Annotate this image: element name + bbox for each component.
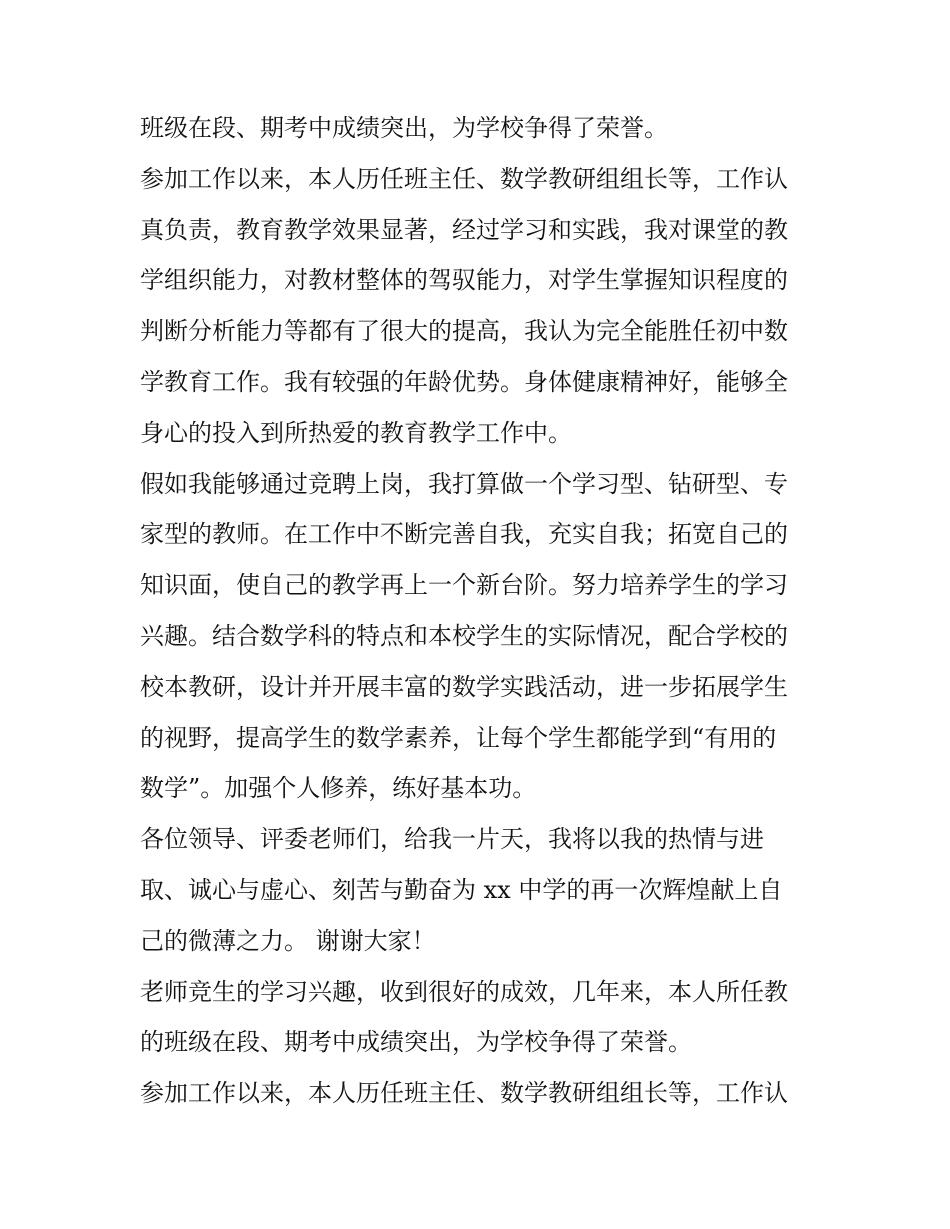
text-line: 校本教研，设计并开展丰富的数学实践活动，进一步拓展学生 xyxy=(140,672,788,701)
text-line: 身心的投入到所热爱的教育教学工作中。 xyxy=(140,418,572,447)
text-line: 兴趣。结合数学科的特点和本校学生的实际情况，配合学校的 xyxy=(140,621,788,650)
text-line: 学教育工作。我有较强的年龄优势。身体健康精神好，能够全 xyxy=(140,367,788,396)
text-line: 各位领导、评委老师们，给我一片天，我将以我的热情与进 xyxy=(140,825,764,854)
text-line: 参加工作以来，本人历任班主任、数学教研组组长等，工作认 xyxy=(140,164,788,193)
text-line: 知识面，使自己的教学再上一个新台阶。努力培养学生的学习 xyxy=(140,571,788,600)
text-line: 老师竞生的学习兴趣，收到很好的成效，几年来，本人所任教 xyxy=(140,977,788,1006)
text-line: 己的微薄之力。 谢谢大家！ xyxy=(140,926,436,955)
text-line: 学组织能力，对教材整体的驾驭能力，对学生掌握知识程度的 xyxy=(140,266,788,295)
text-line: 家型的教师。在工作中不断完善自我，充实自我；拓宽自己的 xyxy=(140,520,788,549)
text-line: 取、诚心与虚心、刻苦与勤奋为 xx 中学的再一次辉煌献上自 xyxy=(140,875,783,904)
text-line: 班级在段、期考中成绩突出，为学校争得了荣誉。 xyxy=(140,114,668,142)
text-line: 真负责，教育教学效果显著，经过学习和实践，我对课堂的教 xyxy=(140,215,788,244)
text-line: 的视野，提高学生的数学素养，让每个学生都能学到“有用的 xyxy=(140,723,777,752)
text-line: 假如我能够通过竞聘上岗，我打算做一个学习型、钻研型、专 xyxy=(140,469,788,498)
text-line: 参加工作以来，本人历任班主任、数学教研组组长等，工作认 xyxy=(140,1079,788,1108)
document-body xyxy=(140,103,820,1119)
text-line: 判断分析能力等都有了很大的提高，我认为完全能胜任初中数 xyxy=(140,317,788,346)
text-line: 数学”。加强个人修养，练好基本功。 xyxy=(140,774,537,803)
text-line: 的班级在段、期考中成绩突出，为学校争得了荣誉。 xyxy=(140,1028,692,1057)
